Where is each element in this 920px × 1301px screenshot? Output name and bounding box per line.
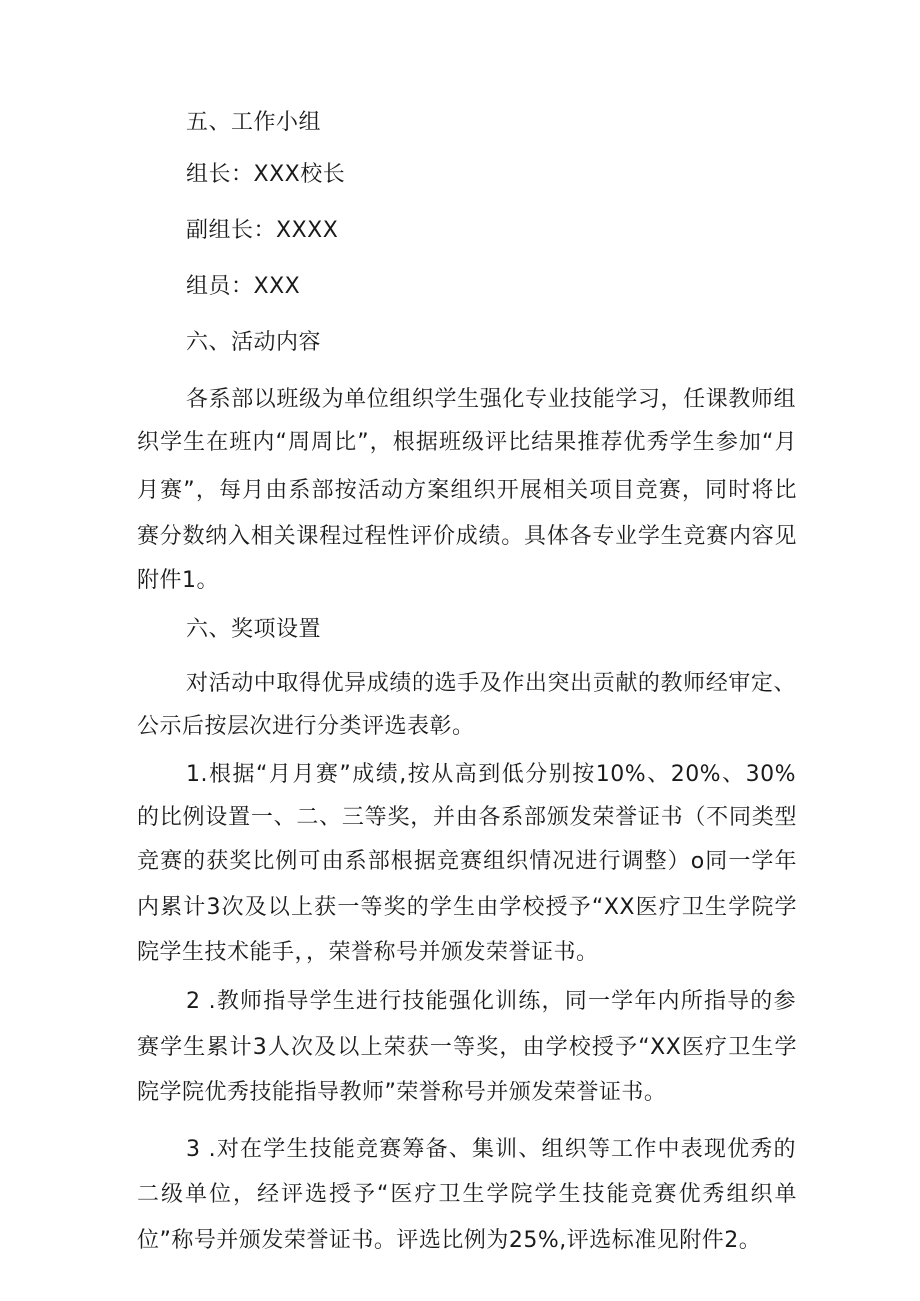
vice-group-leader: 副组长：XXXX (186, 218, 339, 243)
section-heading-awards: 六、奖项设置 (186, 617, 322, 642)
award-item-2-line: 赛学生累计3人次及以上荣获一等奖，由学校授予“XX医疗卫生学 (137, 1035, 797, 1060)
award-item-2-line: 院学院优秀技能指导教师”荣誉称号并颁发荣誉证书。 (137, 1080, 667, 1105)
section-heading-activity-content: 六、活动内容 (186, 330, 322, 355)
award-item-1-line: 院学生技术能手，，荣誉称号并颁发荣誉证书。 (137, 940, 599, 965)
group-leader: 组长：XXX校长 (186, 162, 346, 187)
award-item-3-line: 位”称号并颁发荣誉证书。评选比例为25%,评选标准见附件2。 (137, 1228, 762, 1253)
award-item-1-line: 内累计3次及以上获一等奖的学生由学校授予“XX医疗卫生学院学 (137, 895, 797, 920)
paragraph-line: 赛分数纳入相关课程过程性评价成绩。具体各专业学生竞赛内容见 (137, 524, 797, 549)
section-heading-work-group: 五、工作小组 (186, 110, 322, 135)
award-item-1-line: 1.根据“月月赛”成绩,按从高到低分别按10%、20%、30% (186, 762, 796, 787)
paragraph-line: 各系部以班级为单位组织学生强化专业技能学习，任课教师组 (186, 387, 796, 412)
paragraph-line: 附件1。 (137, 568, 219, 593)
paragraph-line: 月赛”，每月由系部按活动方案组织开展相关项目竞赛，同时将比 (137, 478, 797, 503)
award-item-2-line: 2 .教师指导学生进行技能强化训练，同一学年内所指导的参 (186, 989, 796, 1014)
intro-line: 对活动中取得优异成绩的选手及作出突出贡献的教师经审定、 (186, 671, 796, 696)
award-item-1-line: 竞赛的获奖比例可由系部根据竞赛组织情况进行调整）o同一学年 (137, 849, 797, 874)
award-item-3-line: 二级单位，经评选授予“医疗卫生学院学生技能竞赛优秀组织单 (137, 1182, 797, 1207)
group-members: 组员：XXX (186, 274, 301, 299)
paragraph-line: 织学生在班内“周周比”，根据班级评比结果推荐优秀学生参加“月 (137, 430, 797, 455)
intro-line: 公示后按层次进行分类评选表彰。 (137, 714, 475, 739)
award-item-3-line: 3 .对在学生技能竞赛筹备、集训、组织等工作中表现优秀的 (186, 1137, 796, 1162)
award-item-1-line: 的比例设置一、二、三等奖，并由各系部颁发荣誉证书（不同类型 (137, 805, 797, 830)
